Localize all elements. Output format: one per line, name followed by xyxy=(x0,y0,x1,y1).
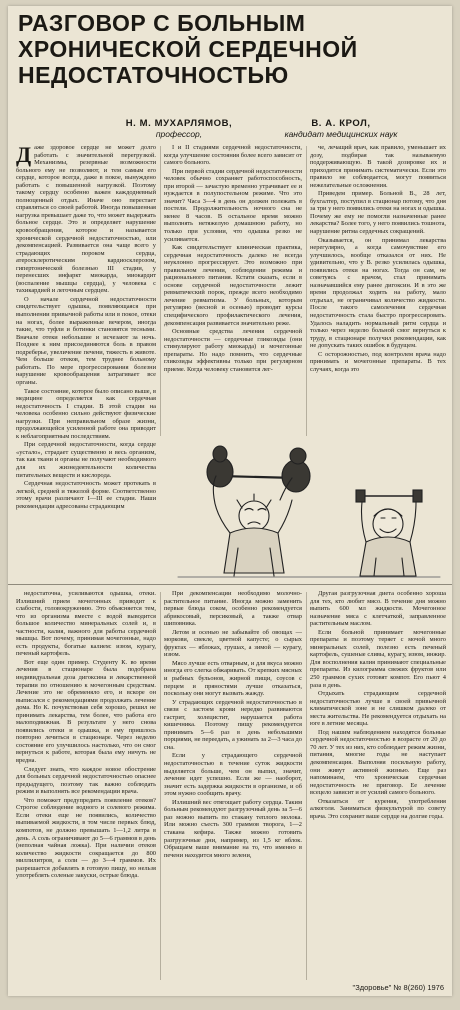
author-2-role: кандидат медицинских наук xyxy=(284,129,398,139)
paragraph: Под нашим наблюдением находятся больные сердечной недостаточностью в возрасте от 20 до 70 лет. У тех из них, кто соблюдает режим жизни, питания, многие годы не наступает декомпенсация. Выполняя посильную работу, они живут активной жизнью. Еще раз напоминаем, что хроническая сердечная недостаточность не приговор. Ее лечение всецело зависит и от усилий самого больного. xyxy=(310,728,446,797)
weightlifters-drawing xyxy=(168,438,450,580)
text-column-2 xyxy=(164,144,302,436)
paragraph: Другая разгрузочная диета особенно хороша для тех, кто любит мясо. В течение дня можно выпить 600 мл жидкости. Мочегонное назначение мяса с клетчаткой, заправленное растительным маслом. xyxy=(310,590,446,628)
paragraph: Если больной принимает мочегонные препараты и поэтому теряет с мочой много минеральных солей, полезно есть печеный картофель, сушеные сливы, курагу, изюм, инжир. Для восполнения калия принимают специальные препараты. Из килограмма свежих фруктов или 250 граммов сухих готовят компот. Его пьют 4 раза в день. xyxy=(310,628,446,689)
paragraph: Такое состояние, которое было описано выше, в медицине определяется как сердечная недостаточность I стадии. В этой стадии на человека особенно сильно действуют физические нагрузки. При неправильном образе жизни, продолжающейся усиленной работе она приводит к неблагоприятным последствиям. xyxy=(16,387,156,440)
paragraph: Излишний вес отягощает работу сердца. Таким больным рекомендуют разгрузочный день за 5—6 раз можно выпить по стакану теплого молока. Или можно съесть 300 граммов творога, 1—2 стакана кефира. Также можно готовить разгрузочные дни, например, из 1,5 кг яблок. Обращаем ваше внимание на то, что именно в печени находится много зелени, xyxy=(164,798,302,859)
drop-cap: Д xyxy=(16,144,32,167)
paragraph: Оказывается, он принимал лекарства нерегулярно, а когда самочувствие его улучшилось, вообще отказался от них. Не удивительно, что у В. резко усилилась одышка, появились отеки на ногах. Тогда он сам, не советуясь с врачом, стал принимать назначавшийся ему ранее дигоксин. И в это же время продолжал ходить на работу, мало отдыхал, не ограничивал количество жидкости. После такого самолечения сердечная недостаточность стала быстро прогрессировать. Удалось наладить нормальный ритм сердца и только через неделю больной смог вернуться к труду, в стационаре получил рекомендации, как не допускать таких ошибок в будущем. xyxy=(310,236,446,350)
paragraph: О начале сердечной недостаточности свидетельствует одышка, появляющаяся при выполнении привычной работы или в покое, отеки на ногах, более выраженные вечером, иногда такие, что туфли и ботинки становятся тесными. Вначале отеки небольшие и исчезают за ночь. Позднее к ним присоединяются боль в правом подреберье, увеличение печени, тяжесть в животе. Чем больше отеков, тем труднее больному работать. По мере прогрессирования болезни нарушение кровообращения затрагивает все органы. xyxy=(16,295,156,386)
paragraph: При декомпенсации необходимо молочно-растительное питание. Иногда можно заменить первые блюда соком, особенно рекомендуется абрикосовый, персиковый, а также отвар шиповника. xyxy=(164,590,302,628)
title-line-2: ХРОНИЧЕСКОЙ СЕРДЕЧНОЙ xyxy=(18,36,358,62)
section-divider xyxy=(8,584,452,585)
paragraph: аже здоровое сердце не может долго работать с значительной перегрузкой. Механизмы, резервные возможности больного ему не позволяют, и тем самым его сердце, которое всегда, даже в покое, вынуждено работать с повышенной нагрузкой. Поэтому такому сердцу особенно важен каждодневный полноценный отдых. Иначе оно перестает справляться со своей работой. Иногда повышенная нагрузка превышает даже то, что может выдержать больное сердце. Это и определяет нарушение кровообращения, которое и называется хронической сердечной недостаточностью, или декомпенсацией. Развивается она чаще всего у страдающих пороком сердца, атеросклеротическим кардиосклерозом, гипертонической болезнью III стадии, у перенесших инфаркт миокарда, миокардит (воспаление мышцы сердца), у человека с тахикардией и легочным сердцем. xyxy=(16,144,156,295)
text-column-5 xyxy=(164,590,302,980)
paragraph: Приведем пример. Больной В., 28 лет, бухгалтер, поступил в стационар потому, что дня за три у него появились отеки на ногах и одышка. Почему же ему не помогли назначенные ранее лекарства? Более того, у него появились тошнота, нарушение ритма сердечных сокращений. xyxy=(310,190,446,236)
text-column-4 xyxy=(16,590,156,980)
paragraph: Сердечная недостаточность может протекать в легкой, средней и тяжелой форме. Соответственно этому врачи различают I—III ее стадии. Наши рекомендации адресованы страдающим xyxy=(16,480,156,510)
paragraph: Что поможет предупредить появление отеков? Строгое соблюдение водного и солевого режима. Если отеки еще не появились, количество выпиваемой жидкости, в том числе первых блюд, компотов, не должно превышать 1—1,2 литра в день. А соль ограничивают до 5—6 граммов в день (неполная чайная ложка). При наличии отеков количество жидкости сокращается до 800 миллилитров, а соли — до 3—4 граммов. Их разрешается добавлять в готовую пищу, но нельзя употреблять соленые закуски, острые блюда. xyxy=(16,796,156,880)
magazine-page xyxy=(8,6,452,996)
paragraph: Основные средства лечения сердечной недостаточности — сердечные гликозиды (они стимулируют работу миокарда) и мочегонные препараты. Но надо помнить, что сердечные гликозиды эффективны только при регулярном приеме. Когда человеку становится лег- xyxy=(164,328,302,373)
text-column-6 xyxy=(310,590,446,974)
text-column-1 xyxy=(16,144,156,580)
paragraph: У страдающих сердечной недостаточностью в связи с застоем крови нередко развиваются гастрит, холецистит, нарушается работа кишечника. Поэтому пищу рекомендуется принимать 5—6 раз в день небольшими порциями, не переедать, а ужинать за 2—3 часа до сна. xyxy=(164,698,302,751)
paragraph: че, лечащий врач, как правило, уменьшает их дозу, подбирая так называемую поддерживающую. В такой дозировке их и приходится принимать систематически. Если это правило не соблюдается, могут появиться нежелательные осложнения. xyxy=(310,144,446,189)
paragraph: Летом и осенью не забывайте об овощах — моркови, свекле, цветной капусте; о сырых фруктах — яблоках, грушах, а зимой — курагу, изюм. xyxy=(164,628,302,659)
paragraph: Отказаться от курения, употребления алкоголя. Заниматься физкультурой по совету врача. Это сохранит ваше сердце на долгие годы. xyxy=(310,797,446,820)
author-1 xyxy=(104,118,254,140)
paragraph: Вот еще один пример. Студенту К. во время лечения в стационаре была подобрана индивидуальная доза дигоксина и лекарственной терапии по отношению к мочегонным средствам. Лечение это не обременяло его, и вскоре он выписался с рекомендациями продолжать лечение дома. Но К. почувствовав себя хорошо, решил не принимать лекарства, тем более, что работа его малоподвижная. В результате у него снова появились отеки и одышка, и ему пришлось повторно лечиться в стационаре. Через неделю состояние его улучшилось настолько, что он смог вернуться к работе, которая была ему ничуть не вредна. xyxy=(16,658,156,765)
paragraph: недостаточна, усиливаются одышка, отеки. Излишний прием мочегонных приводит к слабости, головокружению. Это объясняется тем, что из организма вместе с водой выводится большое количество минеральных солей и, в частности, калия, важного для работы сердечной мышцы. Вот почему, принимая мочегонные, надо есть продукты, богатые калием: изюм, курагу, печеный картофель. xyxy=(16,590,156,658)
title-line-3: НЕДОСТАТОЧНОСТЬЮ xyxy=(18,62,289,88)
article-title xyxy=(18,10,448,88)
magazine-footer: "Здоровье" № 8(260) 1976 xyxy=(352,983,444,992)
paragraph: Отдыхать страдающим сердечной недостаточностью лучше в своей привычной климатической зоне и не слишком далеко от места жительства. Не рекомендуется отдыхать на юге в летние месяцы. xyxy=(310,690,446,728)
author-2-name: В. А. КРОЛ, xyxy=(311,118,371,129)
author-2 xyxy=(266,118,416,140)
paragraph: При первой стадии сердечной недостаточности человек обычно сохраняет работоспособность, при второй — зачастую временно утрачивает ее и нуждается в полупостельном режиме. Что это значит? Часа 3—4 в день он должен полежать в постели. Продолжительность ночного сна не менее 8 часов. В остальное время можно выполнять нетяжелую домашнюю работу, но только при условии, что одышка резко не усиливается. xyxy=(164,167,302,243)
text-column-3 xyxy=(310,144,446,436)
paragraph: I и II стадиями сердечной недостаточности, когда улучшение состояния более всего зависит от самого больного. xyxy=(164,144,302,167)
author-1-name: Н. М. МУХАРЛЯМОВ, xyxy=(125,118,233,129)
paragraph: Если у страдающего сердечной недостаточностью в течение суток жидкости выделяется больше, чем он выпил, значит, лечение идет успешно. Если же — наоборот, значит есть задержка жидкости в организме, и об этом нужно сообщить врачу. xyxy=(164,752,302,798)
cartoon-illustration xyxy=(168,438,450,580)
author-1-role: профессор, xyxy=(155,129,203,139)
paragraph: При сердечной недостаточности, когда сердце «устало», страдает существенно и весь организм, так как ткани и органы не получают необходимого для их жизнедеятельности количества питательных веществ и кислорода. xyxy=(16,441,156,479)
paragraph: Мясо лучше есть отварным, и для вкуса можно иногда его слегка обжаривать. От крепких мясных и рыбных бульонов, жирной пищи, соусов с перцем и пряностями лучше отказаться, поскольку они могут вызвать жажду. xyxy=(164,659,302,698)
paragraph: С осторожностью, под контролем врача надо принимать и мочегонные препараты. В тех случаях, когда это xyxy=(310,350,446,373)
paragraph: Как свидетельствует клиническая практика, сердечная недостаточность далеко не всегда неуклонно прогрессирует. Это возможно при правильном лечении, соблюдении режима и рационального питания. Кстати сказать, если в основе сердечной недостаточности лежит ревматический порок, прежде всего необходимо лечение ревматизма. У больных, которым регулярно (весной и осенью) проводят курсы специфического профилактического лечения, декомпенсация развивается значительно реже. xyxy=(164,244,302,327)
paragraph: Следует знать, что каждое новое обострение для больных сердечной недостаточностью опаснее предыдущего, поэтому так важно соблюдать режим и выполнять все рекомендации врача. xyxy=(16,765,156,796)
title-line-1: РАЗГОВОР С БОЛЬНЫМ xyxy=(18,10,306,36)
